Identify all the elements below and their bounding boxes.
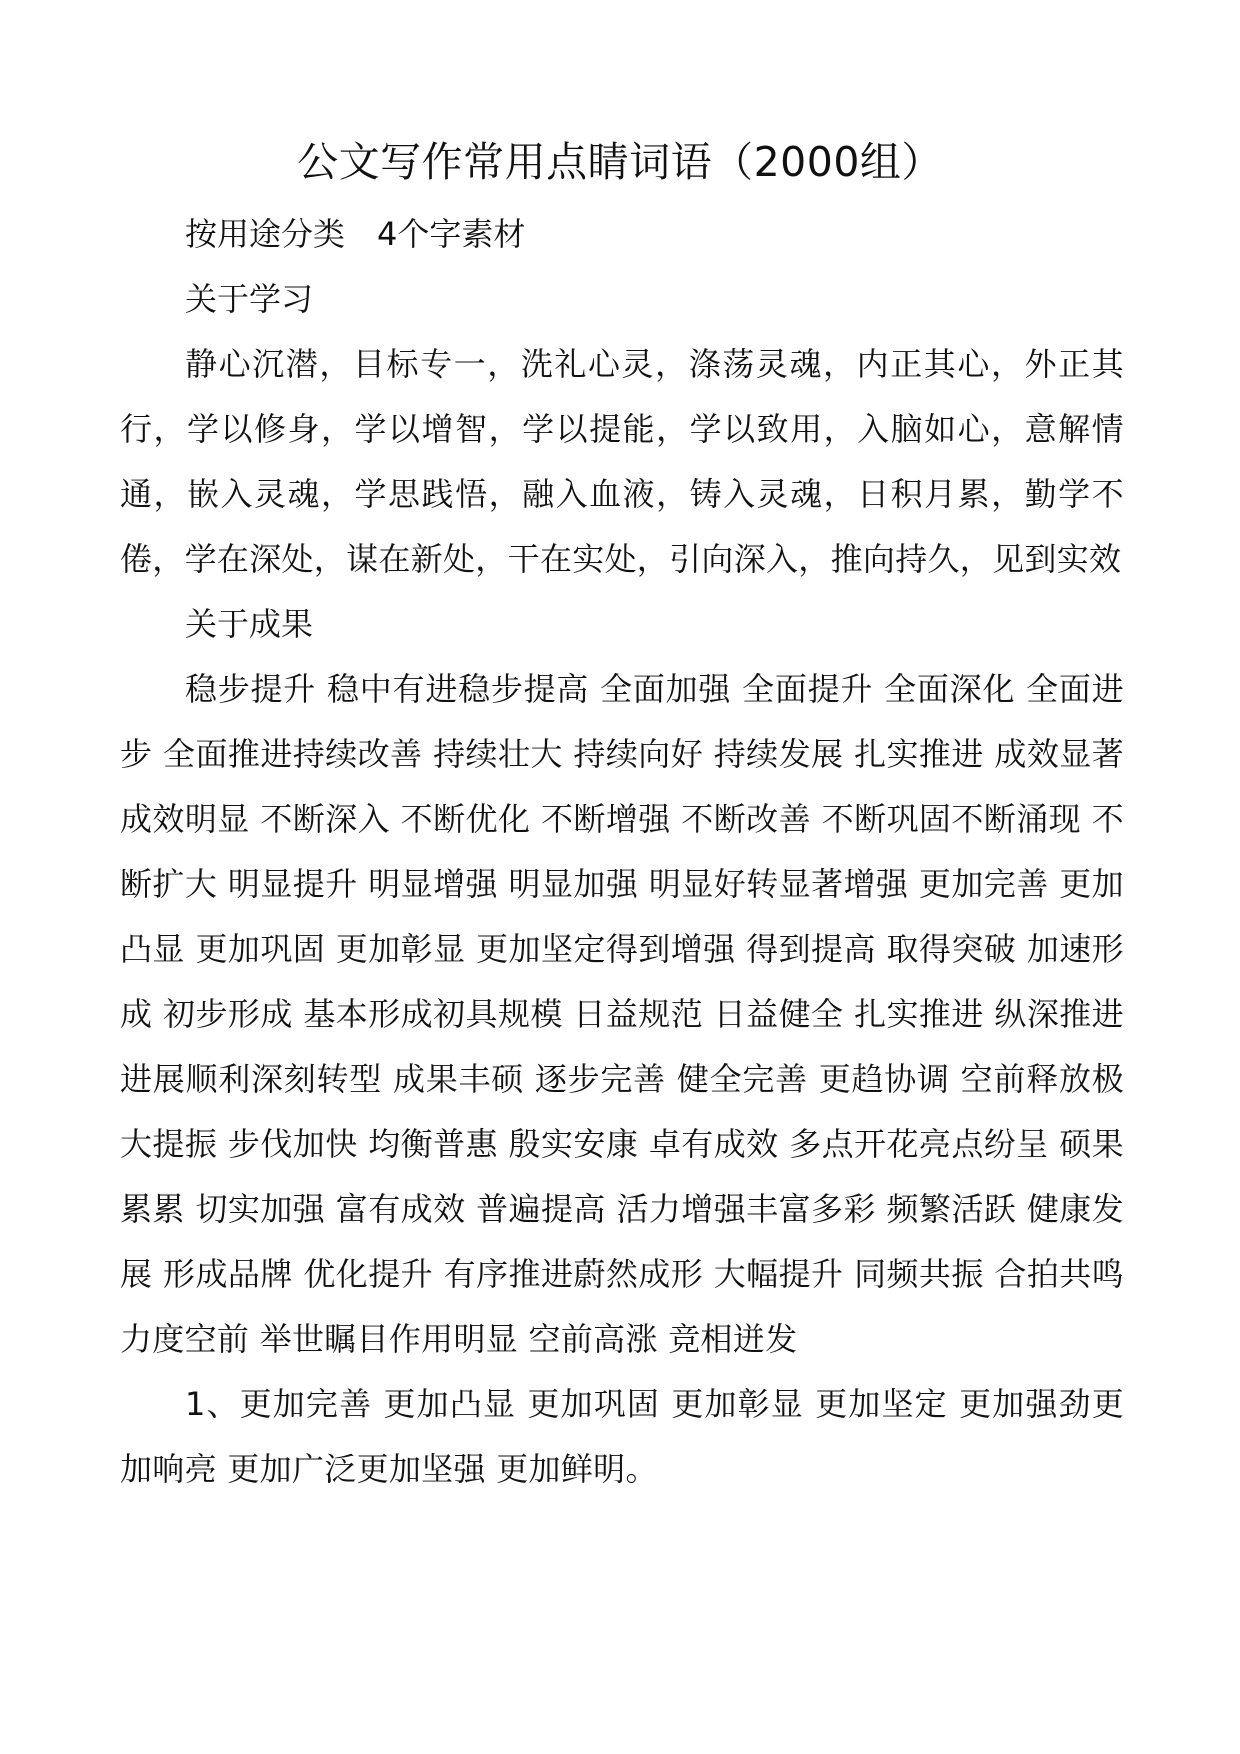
section-body-learning: 静心沉潜，目标专一，洗礼心灵，涤荡灵魂，内正其心，外正其行，学以修身，学以增智，学以提能，学以致用，入脑如心，意解情通，嵌入灵魂，学思践悟，融入血液，铸入灵魂，日积月累，勤学不倦，学在深处，谋在新处，干在实处，引向深入，推向持久，见到实效	[120, 345, 1124, 578]
document-body	[120, 202, 1124, 1502]
document-title: 公文写作常用点睛词语（2000组）	[297, 138, 943, 186]
numbered-item-1: 1、更加完善 更加凸显 更加巩固 更加彰显 更加坚定 更加强劲更加响亮 更加广泛更加坚强 更加鲜明。	[120, 1385, 1124, 1488]
subtitle: 按用途分类 4个字素材	[185, 215, 526, 253]
section-heading-achievements: 关于成果	[185, 605, 314, 643]
section-heading-learning: 关于学习	[185, 280, 314, 318]
section-body-achievements: 稳步提升 稳中有进稳步提高 全面加强 全面提升 全面深化 全面进步 全面推进持续改善 持续壮大 持续向好 持续发展 扎实推进 成效显著成效明显 不断深入 不断优化 不断增强 不断改善 不断巩固不断涌现 不断扩大 明显提升 明显增强 明显加强 明显好转显著增强 更加完善 更加凸显 更加巩固 更加彰显 更加坚定得到增强 得到提高 取得突破 加速形成 初步形成 基本形成初具规模 日益规范 日益健全 扎实推进 纵深推进 进展顺利深刻转型 成果丰硕 逐步完善 健全完善 更趋协调 空前释放极大提振 步伐加快 均衡普惠 殷实安康 卓有成效 多点开花亮点纷呈 硕果累累 切实加强 富有成效 普遍提高 活力增强丰富多彩 频繁活跃 健康发展 形成品牌 优化提升 有序推进蔚然成形 大幅提升 同频共振 合拍共鸣 力度空前 举世瞩目作用明显 空前高涨 竞相迸发	[120, 670, 1124, 1358]
